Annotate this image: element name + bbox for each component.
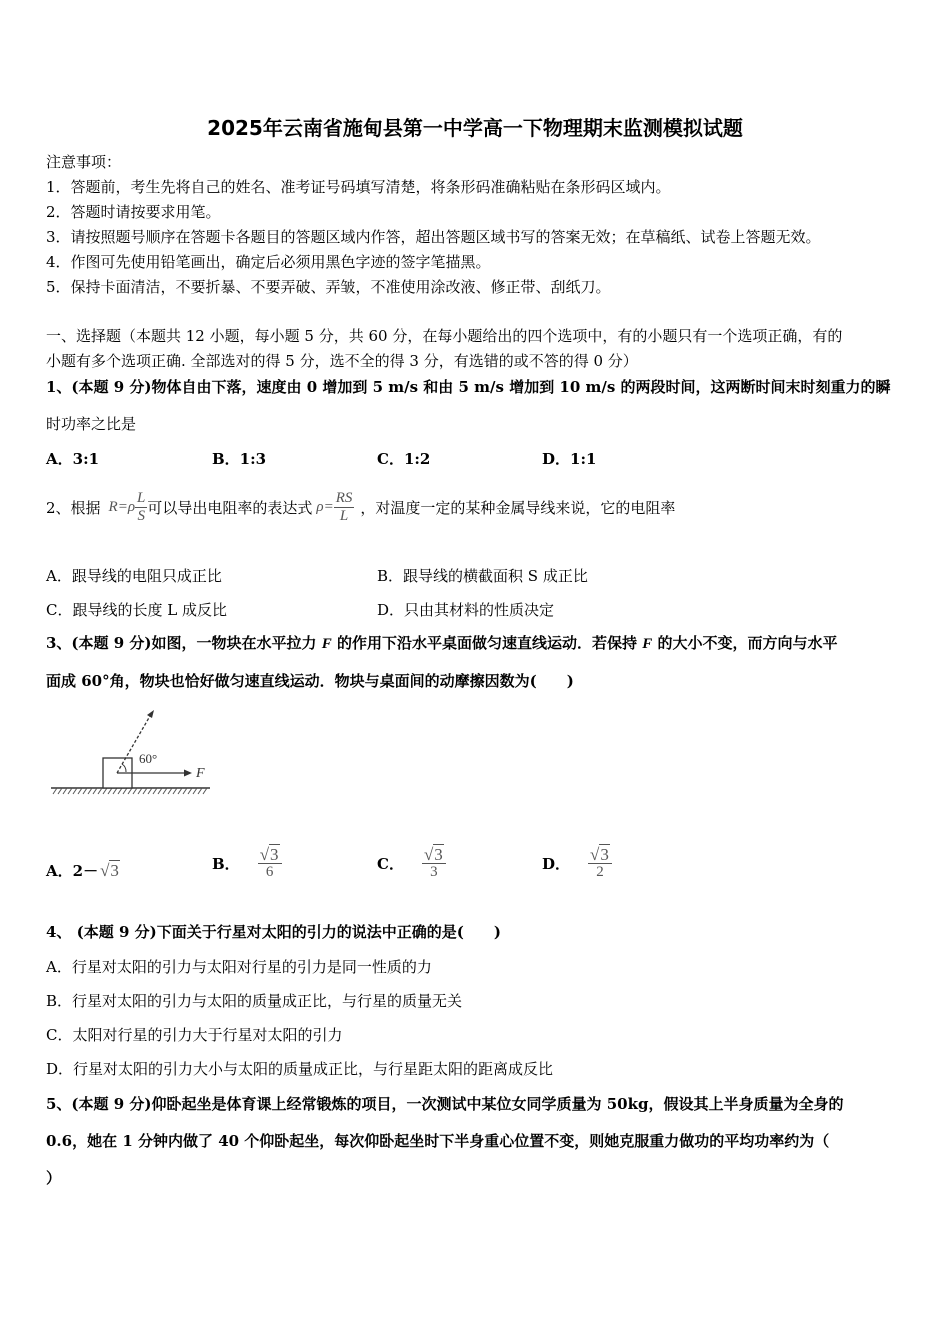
section-heading-cont: 小题有多个选项正确. 全部选对的得 5 分，选不全的得 3 分，有选错的或不答的得 0 分） <box>46 352 638 370</box>
q3-stem-a: 3、(本题 9 分)如图，一物块在水平拉力 <box>46 634 322 652</box>
option-label: B． <box>212 854 240 873</box>
option-label: D． <box>542 854 571 873</box>
fraction-denominator: 3 <box>422 863 446 881</box>
formula-resistance-fraction <box>135 490 147 525</box>
q2-prefix: 2、根据 <box>46 498 101 517</box>
q1-option-a[interactable]: A．3:1 <box>46 450 100 468</box>
q3-option-a[interactable] <box>46 860 120 881</box>
fraction-denominator: L <box>334 507 355 525</box>
q5-stem: 5、(本题 9 分)仰卧起坐是体育课上经常锻炼的项目，一次测试中某位女同学质量为 50kg，假设其上半身质量为全身的 <box>46 1095 844 1113</box>
q4-option-b[interactable]: B．行星对太阳的引力与太阳的质量成正比，与行星的质量无关 <box>46 992 463 1010</box>
q2-option-c[interactable]: C．跟导线的长度 L 成反比 <box>46 601 227 619</box>
q4-stem: 4、 (本题 9 分)下面关于行星对太阳的引力的说法中正确的是( ) <box>46 923 501 941</box>
option-label: A．2－ <box>46 862 99 880</box>
q2-option-a[interactable]: A．跟导线的电阻只成正比 <box>46 567 222 585</box>
horizontal-force-arrowhead <box>184 770 192 777</box>
q3-stem-c: 的大小不变，而方向与水平 <box>652 634 838 652</box>
sqrt-expression: √3 <box>590 844 609 864</box>
q3-option-d[interactable] <box>542 838 612 888</box>
sqrt-expression: √3 <box>259 844 279 864</box>
notice-heading: 注意事项： <box>46 153 122 171</box>
formula-resistivity-fraction <box>334 490 355 525</box>
sqrt-argument: 3 <box>270 844 279 864</box>
angle-label: 60° <box>139 751 158 766</box>
fraction-denominator: S <box>135 507 147 525</box>
option-label: C． <box>377 854 404 873</box>
q1-option-c[interactable]: C．1:2 <box>377 450 431 468</box>
fraction-numerator: L <box>137 489 146 506</box>
fraction <box>422 846 446 881</box>
formula-resistance-lhs: R=ρ <box>108 498 136 515</box>
q4-option-a[interactable]: A．行星对太阳的引力与太阳对行星的引力是同一性质的力 <box>46 958 432 976</box>
q3-stem-cont: 面成 60°角，物块也恰好做匀速直线运动．物块与桌面间的动摩擦因数为( ) <box>46 672 574 690</box>
q2-stem <box>46 482 675 532</box>
q3-stem <box>46 633 837 654</box>
q4-option-c[interactable]: C．太阳对行星的引力大于行星对太阳的引力 <box>46 1026 343 1044</box>
force-label: F <box>196 766 205 781</box>
q2-option-b[interactable]: B．跟导线的横截面积 S 成正比 <box>377 567 588 585</box>
q3-stem-b: 的作用下沿水平桌面做匀速直线运动．若保持 <box>331 634 643 652</box>
block-force-diagram <box>46 702 216 800</box>
q2-suffix: ，对温度一定的某种金属导线来说，它的电阻率 <box>360 498 676 517</box>
force-symbol: F <box>321 636 332 652</box>
sqrt-argument: 3 <box>434 844 443 864</box>
q4-option-d[interactable]: D．行星对太阳的引力大小与太阳的质量成正比，与行星距太阳的距离成反比 <box>46 1060 554 1078</box>
q1-option-b[interactable]: B．1:3 <box>212 450 267 468</box>
fraction-denominator: 2 <box>588 863 612 881</box>
sqrt-argument: 3 <box>600 844 609 864</box>
notice-item: 1．答题前，考生先将自己的姓名、准考证号码填写清楚，将条形码准确粘贴在条形码区域内。 <box>46 178 671 196</box>
q1-stem: 1、(本题 9 分)物体自由下落，速度由 0 增加到 5 m/s 和由 5 m/s 增加到 10 m/s 的两段时间，这两断时间末时刻重力的瞬 <box>46 378 891 396</box>
force-symbol: F <box>642 636 653 652</box>
q2-middle: 可以导出电阻率的表达式 <box>147 498 313 517</box>
fraction <box>258 846 282 881</box>
sqrt-expression: √3 <box>423 844 443 864</box>
q3-option-c[interactable] <box>377 838 446 888</box>
page-title: 2025年云南省施甸县第一中学高一下物理期末监测模拟试题 <box>207 116 743 140</box>
q3-option-b[interactable] <box>212 838 282 888</box>
fraction-numerator: RS <box>335 489 353 506</box>
q2-option-d[interactable]: D．只由其材料的性质决定 <box>377 601 555 619</box>
inclined-force-arrowhead <box>147 710 154 718</box>
sqrt-argument: 3 <box>110 860 119 880</box>
formula-resistivity-lhs: ρ= <box>316 498 334 515</box>
section-heading: 一、选择题（本题共 12 小题，每小题 5 分，共 60 分，在每小题给出的四个选项中，有的小题只有一个选项正确，有的 <box>46 327 843 345</box>
fraction-denominator: 6 <box>258 863 282 881</box>
q1-option-d[interactable]: D．1:1 <box>542 450 597 468</box>
ground-hatch <box>53 788 207 794</box>
q1-stem-cont: 时功率之比是 <box>46 415 137 433</box>
notice-item: 3．请按照题号顺序在答题卡各题目的答题区域内作答，超出答题区域书写的答案无效；在草稿纸、试卷上答题无效。 <box>46 228 821 246</box>
notice-item: 2．答题时请按要求用笔。 <box>46 203 221 221</box>
sqrt-expression: √3 <box>100 860 119 880</box>
notice-item: 5．保持卡面清洁，不要折暴、不要弄破、弄皱，不准使用涂改液、修正带、刮纸刀。 <box>46 278 611 296</box>
fraction <box>588 846 612 881</box>
q5-stem-cont: 0.6，她在 1 分钟内做了 40 个仰卧起坐，每次仰卧起坐时下半身重心位置不变，则她克服重力做功的平均功率约为（ <box>46 1132 830 1150</box>
q5-stem-end: ） <box>46 1169 62 1187</box>
notice-item: 4．作图可先使用铅笔画出，确定后必须用黑色字迹的签字笔描黑。 <box>46 253 491 271</box>
